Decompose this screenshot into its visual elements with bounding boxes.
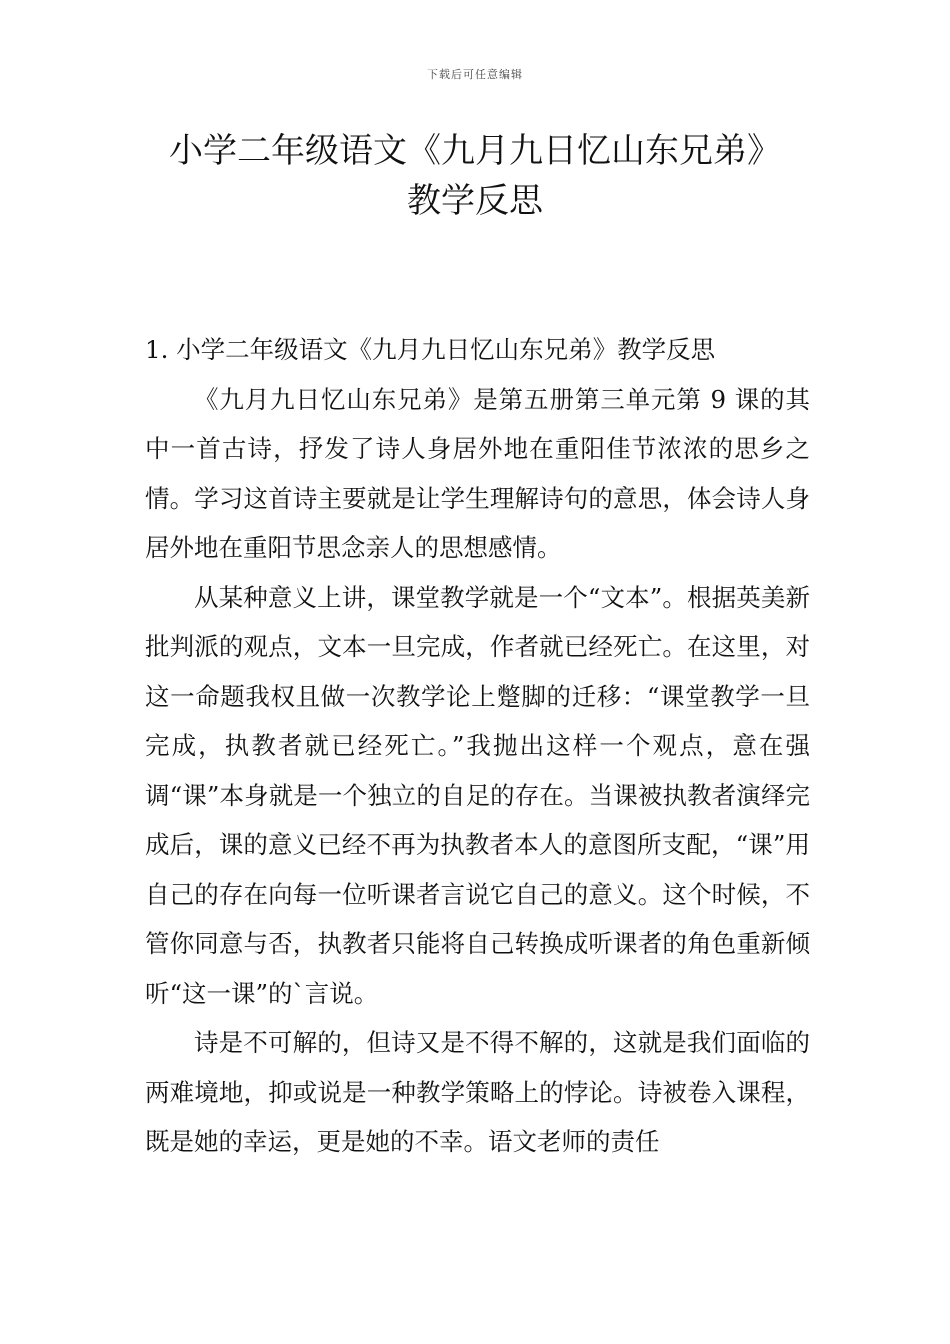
document-body: [145, 325, 810, 1167]
section-heading: 1. 小学二年级语文《九月九日忆山东兄弟》教学反思: [145, 335, 716, 364]
paragraph-2: 从某种意义上讲，课堂教学就是一个“文本”。根据英美新批判派的观点，文本一旦完成，作者就已经死亡。在这里，对这一命题我权且做一次教学论上蹩脚的迁移：“课堂教学一旦完成，执教者就已经死亡。”我抛出这样一个观点，意在强调“课”本身就是一个独立的自足的存在。当课被执教者演绎完成后，课的意义已经不再为执教者本人的意图所支配，“课”用自己的存在向每一位听课者言说它自己的意义。这个时候，不管你同意与否，执教者只能将自己转换成听课者的角色重新倾听“这一课”的`言说。: [145, 582, 810, 1008]
header-note: 下载后可任意编辑: [427, 68, 523, 81]
paragraph-3: 诗是不可解的，但诗又是不得不解的，这就是我们面临的两难境地，抑或说是一种教学策略上的悖论。诗被卷入课程，既是她的幸运，更是她的不幸。语文老师的责任: [145, 1028, 810, 1156]
document-title-line-1: 小学二年级语文《九月九日忆山东兄弟》: [169, 131, 781, 171]
paragraph-1: 《九月九日忆山东兄弟》是第五册第三单元第 9 课的其中一首古诗，抒发了诗人身居外地在重阳佳节浓浓的思乡之情。学习这首诗主要就是让学生理解诗句的意思，体会诗人身居外地在重阳节思念亲人的思想感情。: [145, 384, 810, 562]
document-title: [60, 126, 890, 226]
document-title-line-2: 教学反思: [407, 181, 543, 221]
